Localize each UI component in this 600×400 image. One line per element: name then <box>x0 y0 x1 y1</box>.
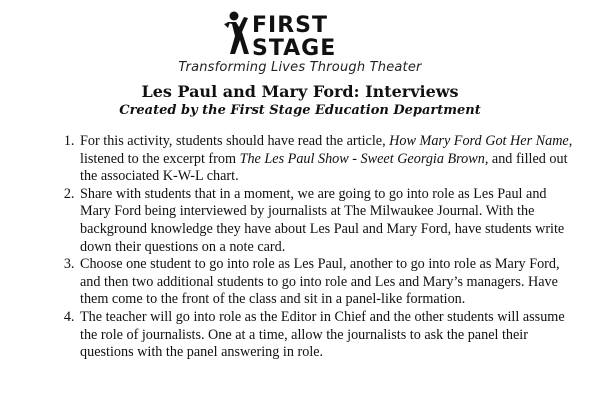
person-figure-icon <box>222 10 382 60</box>
tagline: Transforming Lives Through Theater <box>178 60 422 75</box>
step-item <box>78 133 580 186</box>
logo-line-1: FIRST <box>252 13 329 38</box>
first-stage-logo <box>222 10 382 60</box>
step-text: Share with students that in a moment, we are going to go into role as Les Paul and Mary Ford being interviewed by journalists at The Milwaukee Journal. With the background knowledge they have about Les Paul and Mary Ford, have students write down their questions on a note card. <box>80 185 565 255</box>
step-text: Choose one student to go into role as Les Paul, another to go into role as Mary Ford, and then two additional students to go into role and Les and Mary’s managers. Have them come to the front of the class and sit in a panel-like formation. <box>80 256 560 308</box>
step-item <box>78 256 580 309</box>
document-title: Les Paul and Mary Ford: Interviews <box>141 82 459 101</box>
step-item <box>78 309 580 362</box>
step-item <box>78 186 580 256</box>
instruction-steps <box>30 133 580 362</box>
step-text: The teacher will go into role as the Editor in Chief and the other students will assume the role of journalists. One at a time, allow the journalists to ask the panel their questions with the panel answering in role. <box>80 308 565 361</box>
logo-line-2: STAGE <box>252 36 337 60</box>
document-subtitle: Created by the First Stage Education Department <box>119 103 481 118</box>
step-italic-text: How Mary Ford Got Her Name <box>389 133 569 149</box>
step-text: , and filled out the associated K-W-L chart. <box>80 150 568 185</box>
step-text: , listened to the excerpt from <box>80 133 573 167</box>
step-italic-text: The Les Paul Show - Sweet Georgia Brown <box>239 150 485 167</box>
step-text: For this activity, students should have read the article, <box>80 133 390 149</box>
